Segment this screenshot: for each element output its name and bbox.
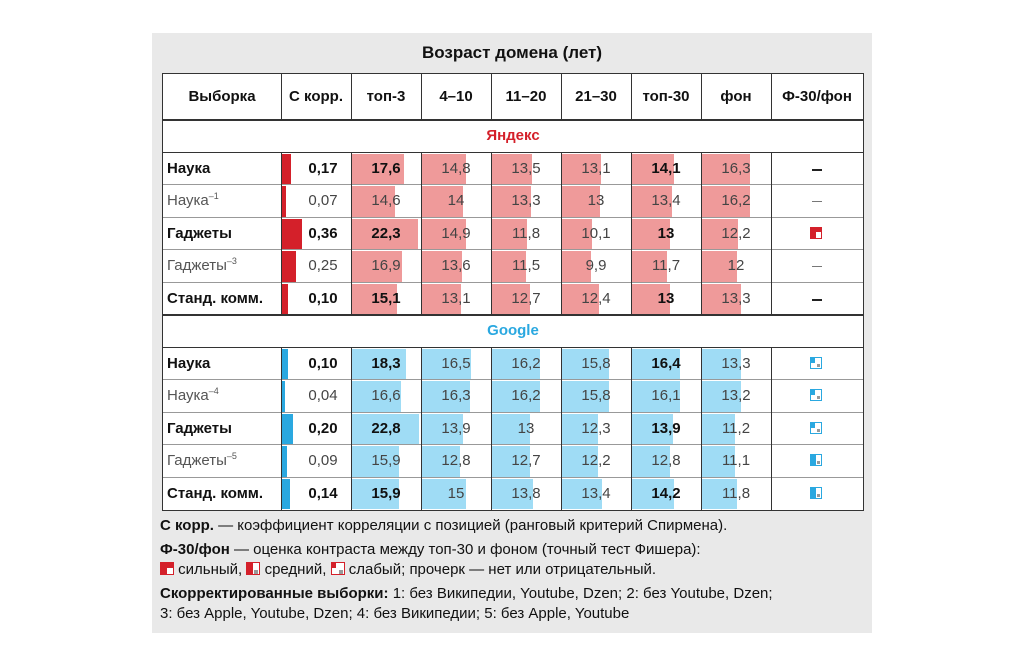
- row-label: [163, 413, 285, 445]
- value-cell: 13,2: [721, 387, 751, 404]
- column-divider: [491, 74, 492, 120]
- corr-bar: [282, 446, 287, 477]
- value-cell: 12,7: [511, 452, 541, 469]
- corr-bar: [282, 251, 296, 282]
- value-cell: 13,6: [441, 257, 471, 274]
- column-divider: [351, 74, 352, 120]
- column-divider: [631, 153, 632, 316]
- column-divider: [351, 348, 352, 511]
- value-cell: 9,9: [585, 257, 607, 274]
- column-divider: [561, 74, 562, 120]
- legend: [160, 516, 773, 624]
- corr-value: 0,10: [308, 354, 338, 372]
- row-label-superscript: –4: [208, 386, 219, 396]
- corr-bar: [282, 349, 288, 380]
- fisher-weak-icon: [810, 357, 822, 369]
- legend-line-fisher: Ф-30/фон — оценка контраста между топ-30 и фоном (точный тест Фишера):: [160, 541, 701, 558]
- corr-value: 0,10: [308, 289, 338, 307]
- corr-value: 0,14: [308, 484, 338, 502]
- value-cell: 14,9: [441, 224, 471, 242]
- column-divider: [701, 348, 702, 511]
- row-label: [163, 380, 285, 412]
- corr-bar: [282, 381, 285, 412]
- value-cell: 12: [727, 257, 745, 274]
- value-cell: 13,4: [651, 192, 681, 209]
- value-cell: 11,8: [511, 224, 541, 242]
- fisher-strong-icon: [810, 227, 822, 239]
- row-label-text: Гаджеты: [167, 419, 232, 437]
- table-title: Возраст домена (лет): [421, 43, 603, 62]
- value-cell: 14,6: [371, 192, 401, 209]
- value-cell: 14,8: [441, 159, 471, 177]
- value-cell: 12,7: [511, 289, 541, 307]
- column-divider: [701, 153, 702, 316]
- value-cell: 16,2: [511, 354, 541, 372]
- row-label-superscript: –1: [208, 191, 219, 201]
- row-label-text: Наука: [167, 387, 209, 404]
- value-cell: 15: [447, 484, 465, 502]
- section-title-yandex: Яндекс: [486, 127, 540, 144]
- legend-line-corrected-2: 3: без Apple, Youtube, Dzen; 4: без Википедии; 5: без Apple, Youtube: [160, 605, 630, 622]
- fisher-medium-icon: [810, 454, 822, 466]
- value-cell: 18,3: [371, 354, 401, 372]
- value-cell: 12,8: [441, 452, 471, 469]
- column-divider: [281, 153, 282, 316]
- header-corr: С корр.: [289, 88, 343, 105]
- corr-value: 0,36: [308, 224, 338, 242]
- column-divider: [491, 348, 492, 511]
- fisher-weak-icon: [810, 422, 822, 434]
- column-divider: [561, 348, 562, 511]
- value-cell: 15,1: [371, 289, 401, 307]
- header-21-30: 21–30: [575, 88, 617, 105]
- value-cell: 13,1: [441, 289, 471, 307]
- row-label-text: Наука: [167, 192, 209, 209]
- row-label-superscript: –3: [226, 256, 237, 266]
- column-divider: [491, 153, 492, 316]
- row-label-text: Наука: [167, 354, 211, 372]
- value-cell: 10,1: [581, 224, 611, 242]
- header-top3: топ-3: [366, 88, 406, 105]
- value-cell: 12,2: [581, 452, 611, 469]
- corr-value: 0,09: [308, 452, 338, 469]
- row-label: [163, 250, 285, 282]
- value-cell: 15,8: [581, 387, 611, 404]
- corr-value: 0,25: [308, 257, 338, 274]
- corr-value: 0,04: [308, 387, 338, 404]
- row-label: [163, 218, 285, 250]
- row-label: [163, 153, 285, 185]
- row-label-text: Гаджеты: [167, 452, 227, 469]
- column-divider: [771, 153, 772, 316]
- value-cell: 13: [517, 419, 535, 437]
- column-divider: [421, 153, 422, 316]
- value-cell: 13,5: [511, 159, 541, 177]
- corr-bar: [282, 284, 288, 315]
- value-cell: 12,2: [721, 224, 751, 242]
- legend-line-corrected: Скорректированные выборки: 1: без Википедии, Youtube, Dzen; 2: без Youtube, Dzen;: [160, 585, 773, 602]
- column-divider: [631, 74, 632, 120]
- value-cell: 11,7: [651, 257, 681, 274]
- row-label-superscript: –5: [226, 451, 237, 461]
- value-cell: 11,2: [721, 419, 751, 437]
- value-cell: 16,9: [371, 257, 401, 274]
- column-divider: [561, 153, 562, 316]
- value-cell: 11,1: [721, 452, 751, 469]
- value-cell: 13,8: [511, 484, 541, 502]
- value-cell: 13: [657, 224, 675, 242]
- row-label: [163, 445, 285, 477]
- corr-value: 0,07: [308, 192, 338, 209]
- header-4-10: 4–10: [439, 88, 473, 105]
- column-divider: [351, 153, 352, 316]
- fisher-dash: [812, 201, 822, 202]
- header-fisher: Ф-30/фон: [782, 88, 852, 105]
- value-cell: 13: [587, 192, 605, 209]
- value-cell: 12,4: [581, 289, 611, 307]
- value-cell: 16,2: [721, 192, 751, 209]
- value-cell: 14: [447, 192, 465, 209]
- row-label-text: Гаджеты: [167, 224, 232, 242]
- fisher-dash: [812, 266, 822, 267]
- corr-bar: [282, 479, 290, 510]
- fisher-weak-icon: [810, 389, 822, 401]
- header-background: фон: [720, 88, 752, 105]
- value-cell: 16,5: [441, 354, 471, 372]
- value-cell: 11,8: [721, 484, 751, 502]
- corr-bar: [282, 186, 286, 217]
- corr-value: 0,20: [308, 419, 338, 437]
- header-top30: топ-30: [642, 88, 690, 105]
- corr-bar: [282, 154, 291, 185]
- strong-contrast-icon: [160, 562, 174, 575]
- row-label: [163, 283, 285, 315]
- legend-line-fisher-scale: сильный, средний, слабый; прочерк — нет или отрицательный.: [160, 560, 773, 580]
- column-divider: [421, 74, 422, 120]
- fisher-dash: [812, 299, 822, 301]
- value-cell: 15,8: [581, 354, 611, 372]
- fisher-dash: [812, 169, 822, 171]
- value-cell: 11,5: [511, 257, 541, 274]
- corr-bar: [282, 414, 293, 445]
- value-cell: 13,9: [441, 419, 471, 437]
- column-divider: [701, 74, 702, 120]
- value-cell: 13,1: [581, 159, 611, 177]
- value-cell: 12,8: [651, 452, 681, 469]
- column-divider: [771, 74, 772, 120]
- value-cell: 16,3: [721, 159, 751, 177]
- corr-value: 0,17: [308, 159, 338, 177]
- header-sample: Выборка: [188, 88, 256, 105]
- row-label: [163, 185, 285, 217]
- column-divider: [631, 348, 632, 511]
- value-cell: 16,6: [371, 387, 401, 404]
- value-cell: 16,3: [441, 387, 471, 404]
- fisher-medium-icon: [810, 487, 822, 499]
- value-cell: 16,2: [511, 387, 541, 404]
- value-cell: 12,3: [581, 419, 611, 437]
- weak-contrast-icon: [331, 562, 345, 575]
- value-cell: 16,1: [651, 387, 681, 404]
- value-cell: 14,1: [651, 159, 681, 177]
- row-label-text: Станд. комм.: [167, 289, 264, 307]
- row-label-text: Станд. комм.: [167, 484, 264, 502]
- row-label-text: Наука: [167, 159, 211, 177]
- column-divider: [771, 348, 772, 511]
- legend-line-corr: С корр. — коэффициент корреляции с позицией (ранговый критерий Спирмена).: [160, 517, 728, 534]
- data-table: [162, 73, 864, 511]
- value-cell: 13,4: [581, 484, 611, 502]
- row-label: [163, 348, 285, 380]
- value-cell: 15,9: [371, 452, 401, 469]
- row-label-text: Гаджеты: [167, 257, 227, 274]
- value-cell: 22,8: [371, 419, 401, 437]
- section-title-google: Google: [487, 322, 539, 339]
- column-divider: [281, 74, 282, 120]
- header-11-20: 11–20: [505, 88, 547, 105]
- column-divider: [281, 348, 282, 511]
- value-cell: 16,4: [651, 354, 681, 372]
- value-cell: 14,2: [651, 484, 681, 502]
- column-divider: [421, 348, 422, 511]
- value-cell: 15,9: [371, 484, 401, 502]
- value-cell: 13,3: [511, 192, 541, 209]
- value-cell: 13,3: [721, 289, 751, 307]
- value-cell: 13,3: [721, 354, 751, 372]
- value-cell: 17,6: [371, 159, 401, 177]
- value-cell: 22,3: [371, 224, 401, 242]
- row-label: [163, 478, 285, 510]
- medium-contrast-icon: [246, 562, 260, 575]
- value-cell: 13: [657, 289, 675, 307]
- value-cell: 13,9: [651, 419, 681, 437]
